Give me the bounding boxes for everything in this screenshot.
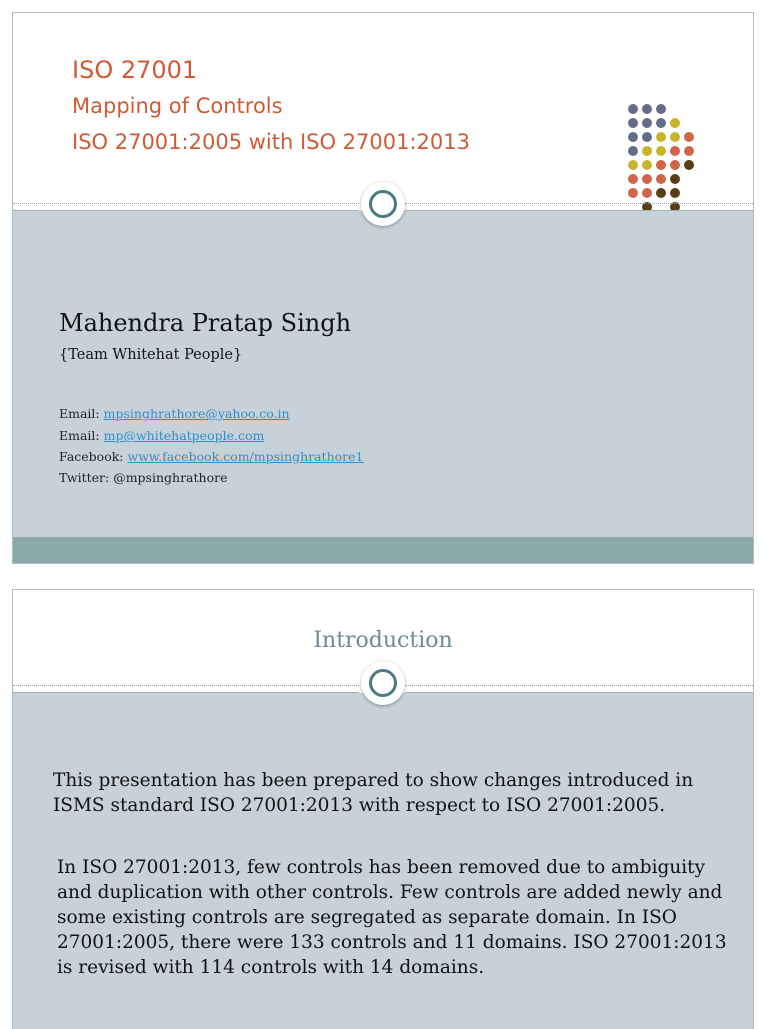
email-link[interactable]: mpsinghrathore@yahoo.co.in [103, 406, 290, 421]
dot [684, 146, 694, 156]
dot [628, 132, 638, 142]
dot [656, 132, 666, 142]
divider-solid-right [405, 692, 753, 693]
slide-subtitle-line2: ISO 27001:2005 with ISO 27001:2013 [72, 130, 471, 154]
dot [656, 118, 666, 128]
dot [628, 174, 638, 184]
dot [642, 118, 652, 128]
intro-paragraph-2: In ISO 27001:2013, few controls has been removed due to ambiguity and duplication with other controls. Few controls are added newly and some existing controls are segregated as separate domain. In ISO 27001:2005, there were 133 controls and 11 domains. ISO 27001:2013 is revised with 114 controls with 14 domains. [57, 857, 727, 978]
dot [642, 146, 652, 156]
dot [656, 104, 666, 114]
dot [670, 146, 680, 156]
dot [642, 174, 652, 184]
dot [642, 104, 652, 114]
divider-dotted-right [405, 203, 753, 204]
contact-label: Email: [59, 406, 104, 421]
dot [628, 146, 638, 156]
dot [656, 174, 666, 184]
dot [670, 188, 680, 198]
team-name: {Team Whitehat People} [59, 347, 243, 363]
author-name: Mahendra Pratap Singh [59, 309, 352, 337]
dot [656, 188, 666, 198]
contact-email-2 [59, 428, 264, 443]
dot [628, 160, 638, 170]
divider-dotted-right [405, 685, 753, 686]
intro-paragraph-1: This presentation has been prepared to show changes introduced in ISMS standard ISO 27001:2013 with respect to ISO 27001:2005. [53, 770, 694, 816]
divider-solid-left [13, 210, 359, 211]
divider-dotted-left [13, 203, 359, 204]
contact-twitter [59, 470, 227, 485]
dot [670, 160, 680, 170]
contact-label: Facebook: [59, 449, 128, 464]
contact-label: Email: [59, 428, 104, 443]
slide-title: Introduction [313, 628, 453, 653]
divider-solid-left [13, 692, 359, 693]
dot [628, 188, 638, 198]
content-band [13, 211, 753, 537]
dot [670, 132, 680, 142]
slide-subtitle-line1: Mapping of Controls [72, 94, 283, 118]
slide-title: ISO 27001 [72, 56, 198, 84]
dot [642, 132, 652, 142]
twitter-handle: @mpsinghrathore [113, 470, 228, 485]
dot [628, 118, 638, 128]
ring-ornament-icon [361, 182, 405, 226]
dot [670, 118, 680, 128]
contact-label: Twitter: [59, 470, 114, 485]
contact-facebook [59, 449, 363, 464]
dot [642, 188, 652, 198]
introduction-slide [12, 589, 754, 1029]
dot [642, 160, 652, 170]
ring-ornament-icon [361, 661, 405, 705]
dot [684, 160, 694, 170]
dot [684, 132, 694, 142]
email-link[interactable]: mp@whitehatpeople.com [103, 428, 265, 443]
divider-solid-right [405, 210, 753, 211]
contact-email-1 [59, 406, 290, 421]
title-slide [12, 12, 754, 564]
facebook-link[interactable]: www.facebook.com/mpsinghrathore1 [127, 449, 364, 464]
dot [628, 104, 638, 114]
divider-dotted-left [13, 685, 359, 686]
footer-band [13, 537, 753, 563]
dot [656, 160, 666, 170]
dot [670, 174, 680, 184]
dot [656, 146, 666, 156]
